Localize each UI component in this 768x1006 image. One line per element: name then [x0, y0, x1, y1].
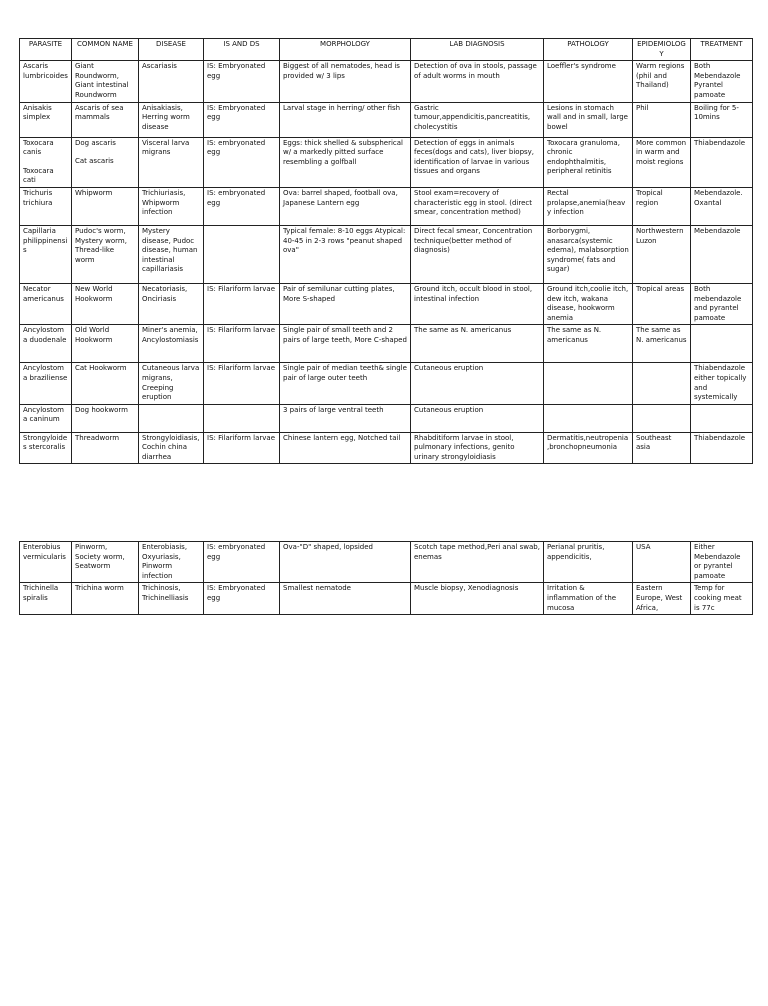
- header-cell: DISEASE: [139, 39, 204, 61]
- cell-text: IS: embryonated egg: [207, 138, 266, 157]
- table-cell: [411, 404, 544, 432]
- table-cell: [691, 225, 753, 283]
- cell-text: USA: [636, 543, 651, 551]
- table-cell: [204, 325, 280, 363]
- table-row: [20, 187, 753, 225]
- table-row: [20, 283, 753, 324]
- cell-text: Detection of ova in stools, passage of adult worms in mouth: [414, 62, 537, 80]
- table-cell: [280, 102, 411, 137]
- table-cell: [544, 61, 633, 102]
- cell-text: Smallest nematode: [283, 584, 351, 593]
- table-cell: [633, 225, 691, 283]
- cell-text: IS: embryonated egg: [207, 543, 266, 561]
- table-cell: [633, 432, 691, 464]
- table-cell: [204, 432, 280, 464]
- cell-text: Toxocara cati: [23, 166, 54, 185]
- table-cell: [72, 325, 139, 363]
- table-cell: [633, 542, 691, 583]
- table-cell: [204, 187, 280, 225]
- table-cell: [411, 225, 544, 283]
- header-cell: LAB DIAGNOSIS: [411, 39, 544, 61]
- cell-text: Dermatitis,neutropenia,bronchopneumonia: [547, 433, 629, 452]
- table-row: [20, 432, 753, 464]
- cell-text: Enterobiasis, Oxyuriasis, Pinworm infection: [142, 543, 188, 580]
- cell-text: Eastern Europe, West Africa,: [636, 584, 683, 612]
- table-cell: [280, 137, 411, 187]
- table-cell: [633, 363, 691, 404]
- cell-text: The same as N. americanus: [414, 326, 512, 335]
- table-cell: [633, 102, 691, 137]
- cell-text: Necator americanus: [23, 284, 64, 303]
- table-cell: [411, 61, 544, 102]
- table-row: [20, 137, 753, 187]
- cell-text: Thiabendazole either topically and systemically: [694, 364, 747, 402]
- cell-text: Eggs: thick shelled & subspherical w/ a markedly pitted surface resembling a golfball: [283, 138, 403, 166]
- cell-text: Mebendazole. Oxantal: [694, 188, 743, 207]
- table-cell: [280, 542, 411, 583]
- table-cell: [544, 432, 633, 464]
- table-cell: [20, 325, 72, 363]
- table-row: [20, 542, 753, 583]
- cell-text: Rhabditiform larvae in stool, pulmonary infections, genito urinary strongyloidiasis: [414, 433, 515, 461]
- cell-text: IS: Embryonated egg: [207, 62, 266, 80]
- cell-text: Perianal pruritis, appendicitis,: [547, 543, 605, 561]
- table-cell: [20, 225, 72, 283]
- table-cell: [20, 187, 72, 225]
- table-cell: [139, 102, 204, 137]
- table-cell: [544, 187, 633, 225]
- table-cell: [411, 542, 544, 583]
- header-cell: TREATMENT: [691, 39, 753, 61]
- cell-text: Thiabendazole: [694, 433, 746, 442]
- cell-text: Enterobius vermicularis: [23, 543, 66, 561]
- table-cell: [139, 404, 204, 432]
- table-cell: [691, 325, 753, 363]
- cell-text: Capillaria philippinensis: [23, 226, 68, 255]
- table-cell: [411, 325, 544, 363]
- table-cell: [72, 283, 139, 324]
- cell-text: Cutaneous eruption: [414, 364, 484, 373]
- table-cell: [691, 542, 753, 583]
- table-cell: [20, 283, 72, 324]
- cell-text: Ascaris of sea mammals: [75, 103, 124, 122]
- cell-text: Strongyloides stercoralis: [23, 433, 68, 452]
- table-row: [20, 61, 753, 102]
- table-cell: [411, 363, 544, 404]
- cell-text: Borborygmi, anasarca(systemic edema), malabsorption syndrome( fats and sugar): [547, 226, 629, 274]
- table-cell: [280, 225, 411, 283]
- cell-text: Single pair of median teeth& single pair of large outer teeth: [283, 364, 407, 382]
- table-cell: [139, 542, 204, 583]
- cell-text: IS: Filariform larvae: [207, 364, 276, 373]
- table-cell: [72, 102, 139, 137]
- table-cell: [139, 583, 204, 615]
- table-cell: [633, 61, 691, 102]
- table-cell: [20, 363, 72, 404]
- table-cell: [72, 432, 139, 464]
- table-cell: [72, 225, 139, 283]
- cell-text: IS: embryonated egg: [207, 188, 266, 207]
- cell-text: Ova: barrel shaped, football ova, Japanese Lantern egg: [283, 188, 398, 207]
- table-cell: [204, 102, 280, 137]
- table-cell: [691, 283, 753, 324]
- header-cell: PATHOLOGY: [544, 39, 633, 61]
- cell-text: Ancylostoma caninum: [23, 405, 64, 424]
- parasite-table-body: [20, 61, 753, 464]
- header-cell: MORPHOLOGY: [280, 39, 411, 61]
- table-cell: [204, 283, 280, 324]
- table-cell: [204, 61, 280, 102]
- table-cell: [633, 404, 691, 432]
- cell-text: Toxocara granuloma, chronic endophthalmitis, peripheral retinitis: [547, 138, 620, 176]
- cell-text: Phil: [636, 103, 649, 112]
- table-row: [20, 325, 753, 363]
- header-cell: IS AND DS: [204, 39, 280, 61]
- table-cell: [544, 542, 633, 583]
- cell-text: Dog ascaris: [75, 138, 116, 147]
- cell-text: Both mebendazole and pyrantel pamoate: [694, 284, 742, 322]
- cell-text: Ova-"D" shaped, lopsided: [283, 543, 373, 551]
- cell-text: Northwestern Luzon: [636, 226, 684, 245]
- cell-text: Ground itch, occult blood in stool, intestinal infection: [414, 284, 533, 303]
- cell-text: Pudoc's worm, Mystery worm, Thread-like worm: [75, 226, 127, 264]
- cell-text: Southeast asia: [636, 433, 672, 452]
- table-cell: [544, 404, 633, 432]
- cell-text: Strongyloidiasis, Cochin china diarrhea: [142, 433, 200, 461]
- cell-text: IS: Filariform larvae: [207, 433, 276, 442]
- table-cell: [139, 187, 204, 225]
- cell-text: Trichiuriasis, Whipworm infection: [142, 188, 186, 217]
- table-cell: [280, 61, 411, 102]
- cell-text: Lesions in stomach wall and in small, large bowel: [547, 103, 628, 131]
- table-row: [20, 404, 753, 432]
- table-cell: [20, 432, 72, 464]
- table-cell: [691, 404, 753, 432]
- table-cell: [204, 137, 280, 187]
- table-cell: [411, 102, 544, 137]
- cell-text: Loeffler's syndrome: [547, 62, 616, 71]
- cell-text: Old World Hookworm: [75, 326, 113, 344]
- table-cell: [280, 325, 411, 363]
- table-cell: [204, 583, 280, 615]
- table-cell: [411, 187, 544, 225]
- header-cell: EPIDEMIOLOGY: [633, 39, 691, 61]
- cell-text: Toxocara canis: [23, 138, 54, 157]
- cell-text: Biggest of all nematodes, head is provided w/ 3 lips: [283, 62, 400, 80]
- cell-text: Miner's anemia, Ancylostomiasis: [142, 326, 199, 344]
- table-cell: [544, 102, 633, 137]
- table-cell: [20, 61, 72, 102]
- cell-text: Trichinella spiralis: [23, 584, 59, 602]
- cell-text: Either Mebendazole or pyrantel pamoate: [694, 543, 741, 580]
- parasite-table-continued: [19, 541, 753, 615]
- table-cell: [411, 583, 544, 615]
- table-cell: [691, 583, 753, 615]
- table-cell: [139, 283, 204, 324]
- header-row: [20, 39, 753, 61]
- table-cell: [691, 363, 753, 404]
- table-cell: [544, 225, 633, 283]
- table-cell: [633, 283, 691, 324]
- cell-text: Thiabendazole: [694, 138, 746, 147]
- table-cell: [20, 542, 72, 583]
- table-cell: [20, 404, 72, 432]
- cell-text: Stool exam=recovery of characteristic egg in stool. (direct smear, concentration method): [414, 188, 532, 217]
- table-cell: [139, 325, 204, 363]
- parasite-table: [19, 38, 753, 464]
- cell-text: Ancylostoma braziliense: [23, 364, 68, 382]
- cell-text: Anisakis simplex: [23, 103, 52, 122]
- cell-text: Larval stage in herring/ other fish: [283, 103, 401, 112]
- table-cell: [72, 542, 139, 583]
- table-cell: [280, 432, 411, 464]
- cell-text: New World Hookworm: [75, 284, 113, 303]
- table-cell: [544, 283, 633, 324]
- table-cell: [204, 225, 280, 283]
- cell-text: Ground itch,coolie itch, dew itch, wakana disease, hookworm anemia: [547, 284, 629, 322]
- cell-text: Muscle biopsy, Xenodiagnosis: [414, 584, 519, 593]
- table-cell: [204, 542, 280, 583]
- cell-text: Tropical areas: [636, 284, 685, 293]
- table-cell: [691, 61, 753, 102]
- table-cell: [691, 432, 753, 464]
- cell-text: Anisakiasis, Herring worm disease: [142, 103, 190, 131]
- table-cell: [544, 583, 633, 615]
- cell-text: Gastric tumour,appendicitis,pancreatitis, cholecystitis: [414, 103, 531, 131]
- table-cell: [139, 225, 204, 283]
- cell-text: Rectal prolapse,anemia(heavy infection: [547, 188, 626, 217]
- table-cell: [72, 61, 139, 102]
- table-cell: [139, 432, 204, 464]
- cell-text: Cat Hookworm: [75, 364, 127, 373]
- table-cell: [411, 137, 544, 187]
- cell-text: The same as N. americanus: [636, 326, 687, 344]
- table-row: [20, 225, 753, 283]
- cell-text: Cat ascaris: [75, 157, 114, 166]
- table-cell: [139, 363, 204, 404]
- cell-text: 3 pairs of large ventral teeth: [283, 405, 384, 414]
- cell-text: Ascariasis: [142, 62, 177, 71]
- cell-text: Dog hookworm: [75, 405, 128, 414]
- table-cell: [633, 137, 691, 187]
- cell-text: Visceral larva migrans: [142, 138, 190, 157]
- cell-text: Threadworm: [75, 433, 120, 442]
- cell-text: Boiling for 5-10mins: [694, 103, 739, 122]
- table-cell: [544, 363, 633, 404]
- table-cell: [20, 102, 72, 137]
- table-cell: [72, 363, 139, 404]
- table-row: [20, 583, 753, 615]
- cell-text: Cutaneous larva migrans, Creeping eruption: [142, 364, 200, 402]
- cell-text: Trichinosis, Trichinelliasis: [142, 584, 189, 602]
- table-cell: [280, 187, 411, 225]
- table-cell: [20, 583, 72, 615]
- cell-text: IS: Filariform larvae: [207, 284, 276, 293]
- header-cell: COMMON NAME: [72, 39, 139, 61]
- table-cell: [72, 187, 139, 225]
- cell-text: Tropical region: [636, 188, 663, 207]
- cell-text: Pair of semilunar cutting plates, More S-shaped: [283, 284, 395, 303]
- cell-text: Single pair of small teeth and 2 pairs of large teeth, More C-shaped: [283, 326, 407, 344]
- cell-text: IS: Embryonated egg: [207, 103, 266, 122]
- table-cell: [280, 363, 411, 404]
- cell-text: Trichina worm: [75, 584, 124, 593]
- cell-text: Typical female: 8-10 eggs Atypical: 40-45 in 2-3 rows "peanut shaped ova": [283, 226, 406, 255]
- table-cell: [633, 583, 691, 615]
- table-cell: [204, 363, 280, 404]
- header-cell: PARASITE: [20, 39, 72, 61]
- table-cell: [20, 137, 72, 187]
- cell-text: Warm regions (phil and Thailand): [636, 62, 685, 90]
- table-cell: [204, 404, 280, 432]
- cell-text: Trichuris trichiura: [23, 188, 53, 207]
- table-cell: [72, 137, 139, 187]
- table-cell: [139, 137, 204, 187]
- cell-text: Cutaneous eruption: [414, 405, 484, 414]
- table-cell: [544, 325, 633, 363]
- table-cell: [691, 137, 753, 187]
- cell-text: Mystery disease, Pudoc disease, human intestinal capillariasis: [142, 226, 198, 274]
- cell-text: Giant Roundworm, Giant intestinal Roundworm: [75, 62, 129, 99]
- cell-text: Ascaris lumbricoides: [23, 62, 68, 80]
- cell-text: Temp for cooking meat is 77c: [694, 584, 742, 612]
- cell-text: Scotch tape method,Peri anal swab, enemas: [414, 543, 540, 561]
- table-cell: [72, 404, 139, 432]
- table-cell: [72, 583, 139, 615]
- cell-text: The same as N. americanus: [547, 326, 602, 344]
- cell-text: Necatoriasis, Onciriasis: [142, 284, 188, 303]
- cell-text: Whipworm: [75, 188, 113, 197]
- table-cell: [280, 404, 411, 432]
- table-row: [20, 363, 753, 404]
- cell-text: Detection of eggs in animals feces(dogs and cats), liver biopsy, identification of larvae in various tissues and organs: [414, 138, 535, 176]
- table-cell: [280, 583, 411, 615]
- table-cell: [280, 283, 411, 324]
- table-cell: [411, 432, 544, 464]
- cell-text: IS: Filariform larvae: [207, 326, 276, 335]
- table-cell: [139, 61, 204, 102]
- cell-text: Irritation & inflammation of the mucosa: [547, 584, 617, 612]
- table-cell: [411, 283, 544, 324]
- cell-text: More common in warm and moist regions: [636, 138, 687, 166]
- table-cell: [544, 137, 633, 187]
- table-cell: [691, 102, 753, 137]
- cell-text: Ancylostoma duodenale: [23, 326, 67, 344]
- table-cell: [633, 325, 691, 363]
- table-row: [20, 102, 753, 137]
- cell-text: Direct fecal smear, Concentration technique(better method of diagnosis): [414, 226, 533, 255]
- table-cell: [633, 187, 691, 225]
- cell-text: Mebendazole: [694, 226, 741, 235]
- cell-text: Chinese lantern egg, Notched tail: [283, 433, 401, 442]
- table-cell: [691, 187, 753, 225]
- cell-text: IS: Embryonated egg: [207, 584, 266, 602]
- cell-text: Pinworm, Society worm, Seatworm: [75, 543, 125, 571]
- cell-text: Both Mebendazole Pyrantel pamoate: [694, 62, 741, 99]
- parasite-table-continued-body: [20, 542, 753, 615]
